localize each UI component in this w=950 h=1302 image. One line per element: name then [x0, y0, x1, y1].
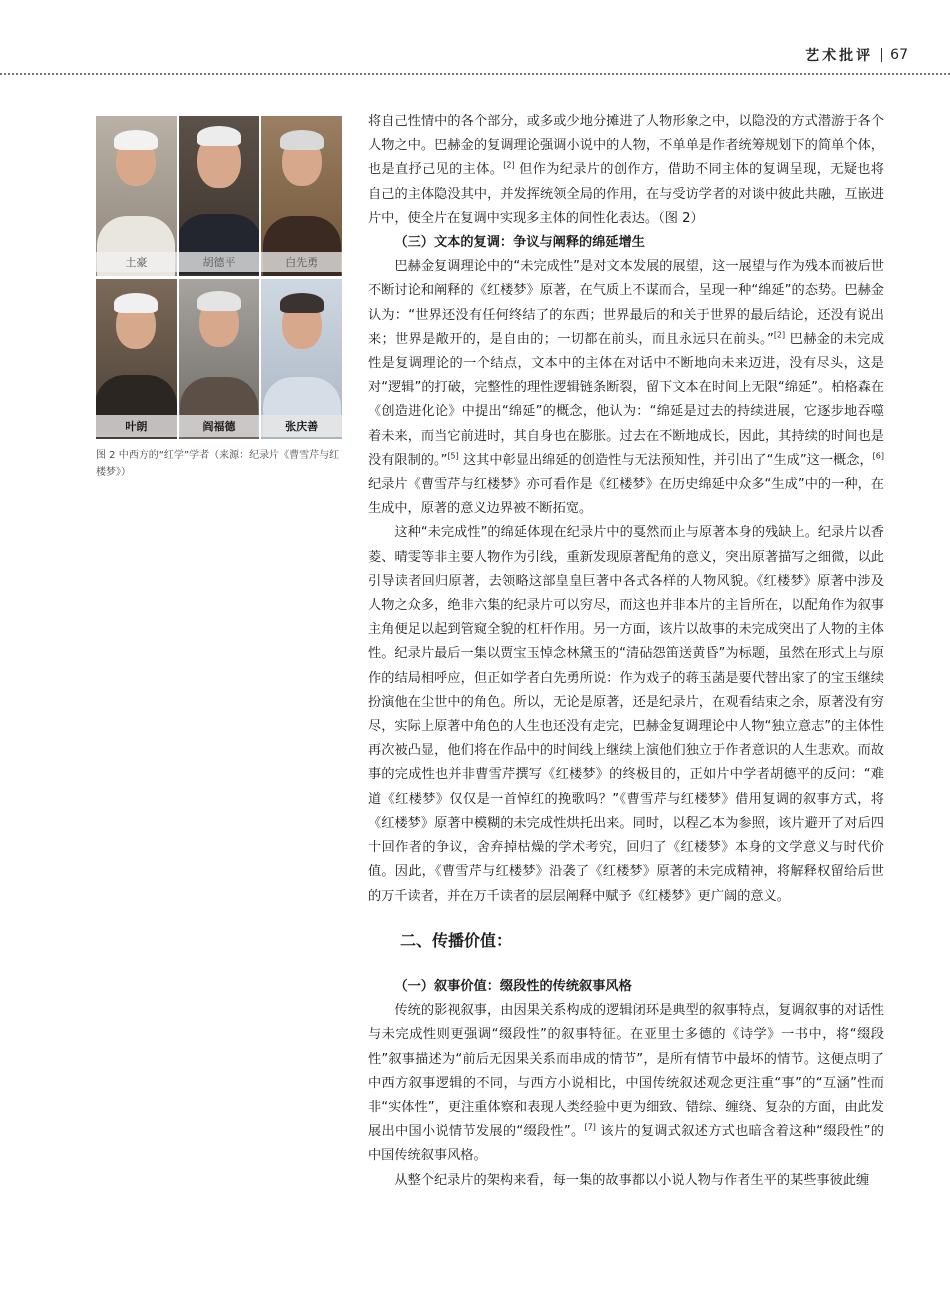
scholar-name: 叶朗	[96, 415, 177, 437]
scholar-photo	[96, 279, 177, 439]
paragraph: 传统的影视叙事，由因果关系构成的逻辑闭环是典型的叙事特点，复调叙事的对话性与未完成性则更强调“缀段性”的叙事特征。在亚里士多德的《诗学》一书中，将“缀段性”叙事描述为“前后无因果关系而串成的情节”，是所有情节中最坏的情节。这便点明了中西方叙事逻辑的不同，与西方小说相比，中国传统叙述观念更注重“事”的“互涵”性而非“实体性”，更注重体察和表现人类经验中更为细致、错综、缠绕、复杂的方面，由此发展出中国小说情节发展的“缀段性”。[7] 该片的复调式叙述方式也暗含着这种“缀段性”的中国传统叙事风格。	[368, 1003, 884, 1164]
figure-2	[96, 116, 342, 481]
scholar-name: 阎福德	[179, 415, 260, 437]
header-dotted-rule	[0, 73, 950, 75]
subsection-heading: （三）文本的复调：争议与阐释的绵延增生	[394, 235, 645, 251]
running-header	[805, 45, 908, 65]
paragraph: 从整个纪录片的架构来看，每一集的故事都以小说人物与作者生平的某些事彼此缠	[394, 1172, 870, 1188]
section-heading: 二、传播价值：	[400, 930, 513, 950]
article-body	[368, 110, 884, 1193]
scholar-photo	[261, 279, 342, 439]
citation-ref: [2]	[503, 161, 515, 171]
subsection-heading: （一）叙事价值：缀段性的传统叙事风格	[394, 978, 632, 994]
scholar-photo	[261, 116, 342, 276]
paragraph: 巴赫金复调理论中的“未完成性”是对文本发展的展望，这一展望与作为残本而被后世不断讨论和阐释的《红楼梦》原著，在气质上不谋而合，呈现一种“绵延”的态势。巴赫金认为：“世界还没有任何终结了的东西；世界最后的和关于世界的最后结论，还没有说出来；世界是敞开的，是自由的；一切都在前头，而且永远只在前头。”[2] 巴赫金的未完成性是复调理论的一个结点，文本中的主体在对话中不断地向未来迈进，没有尽头，这是对“逻辑”的打破，完整性的理性逻辑链条断裂，留下文本在时间上无限“绵延”。柏格森在《创造进化论》中提出“绵延”的概念，他认为：“绵延是过去的持续进展，它逐步地吞噬着未来，而当它前进时，其自身也在膨胀。过去在不断地成长，因此，其持续的时间也是没有限制的。”[5] 这其中彰显出绵延的创造性与无法预知性，并引出了“生成”这一概念，[6] 纪录片《曹雪芹与红楼梦》亦可看作是《红楼梦》在历史绵延中众多“生成”中的一种，在生成中，原著的意义边界被不断拓宽。	[368, 259, 884, 517]
citation-ref: [6]	[872, 451, 884, 461]
photo-row-top	[96, 116, 342, 276]
scholar-name: 张庆善	[261, 415, 342, 437]
section-title: 艺术批评	[805, 48, 874, 64]
scholar-name: 土豪	[96, 252, 177, 272]
paragraph: 这种“未完成性”的绵延体现在纪录片中的戛然而止与原著本身的残缺上。纪录片以香菱、晴雯等非主要人物作为引线，重新发现原著配角的意义，突出原著描写之细微，以此引导读者回归原著，去领略这部皇皇巨著中各式各样的人物风貌。《红楼梦》原著中涉及人物之众多，绝非六集的纪录片可以穷尽，而这也并非本片的主旨所在，以配角作为叙事主角便足以起到管窥全貌的杠杆作用。另一方面，该片以故事的未完成突出了人物的主体性。纪录片最后一集以贾宝玉悼念林黛玉的“清砧怨笛送黄昏”为标题，虽然在形式上与原作的结局相呼应，但正如学者白先勇所说：作为戏子的蒋玉菡是要代替出家了的宝玉继续扮演他在尘世中的角色。所以，无论是原著，还是纪录片，在观看结束之余，原著没有穷尽，实际上原著中角色的人生也还没有走完，巴赫金复调理论中人物“独立意志”的主体性再次被凸显，他们将在作品中的时间线上继续上演他们独立于作者意识的人生悲欢。而故事的完成性也并非曹雪芹撰写《红楼梦》的终极目的，正如片中学者胡德平的反问：“难道《红楼梦》仅仅是一首悼红的挽歌吗？”《曹雪芹与红楼梦》借用复调的叙事方式，将《红楼梦》原著中模糊的未完成性烘托出来。同时，以程乙本为参照，该片避开了对后四十回作者的争议，舍弃掉枯燥的学术考究，回归了《红楼梦》本身的文学意义与时代价值。因此，《曹雪芹与红楼梦》沿袭了《红楼梦》原著的未完成精神，将解释权留给后世的万千读者，并在万千读者的层层阐释中赋予《红楼梦》更广阔的意义。	[368, 525, 884, 904]
page-number: 67	[890, 47, 908, 63]
scholar-photo	[179, 116, 260, 276]
scholar-photo	[179, 279, 260, 439]
header-divider	[881, 48, 882, 62]
scholar-photo	[96, 116, 177, 276]
citation-ref: [2]	[773, 330, 786, 340]
citation-ref: [5]	[447, 451, 459, 461]
scholar-name: 白先勇	[261, 252, 342, 272]
scholar-photo-grid	[96, 116, 342, 439]
figure-caption: 图 2 中西方的“红学”学者（来源：纪录片《曹雪芹与红楼梦》）	[96, 450, 340, 478]
scholar-name: 胡德平	[179, 252, 260, 272]
paragraph: 将自己性情中的各个部分，或多或少地分摊进了人物形象之中，以隐没的方式潜游于各个人物之中。巴赫金的复调理论强调小说中的人物，不单单是作者统筹规划下的简单个体，也是直抒己见的主体。[2] 但作为纪录片的创作方，借助不同主体的复调呈现，无疑也将自己的主体隐没其中，并发挥统领全局的作用，在与受访学者的对谈中彼此共融，互嵌进片中，使全片在复调中实现多主体的间性化表达。（图 2）	[368, 114, 884, 226]
citation-ref: [7]	[584, 1122, 596, 1132]
photo-row-bottom	[96, 279, 342, 439]
